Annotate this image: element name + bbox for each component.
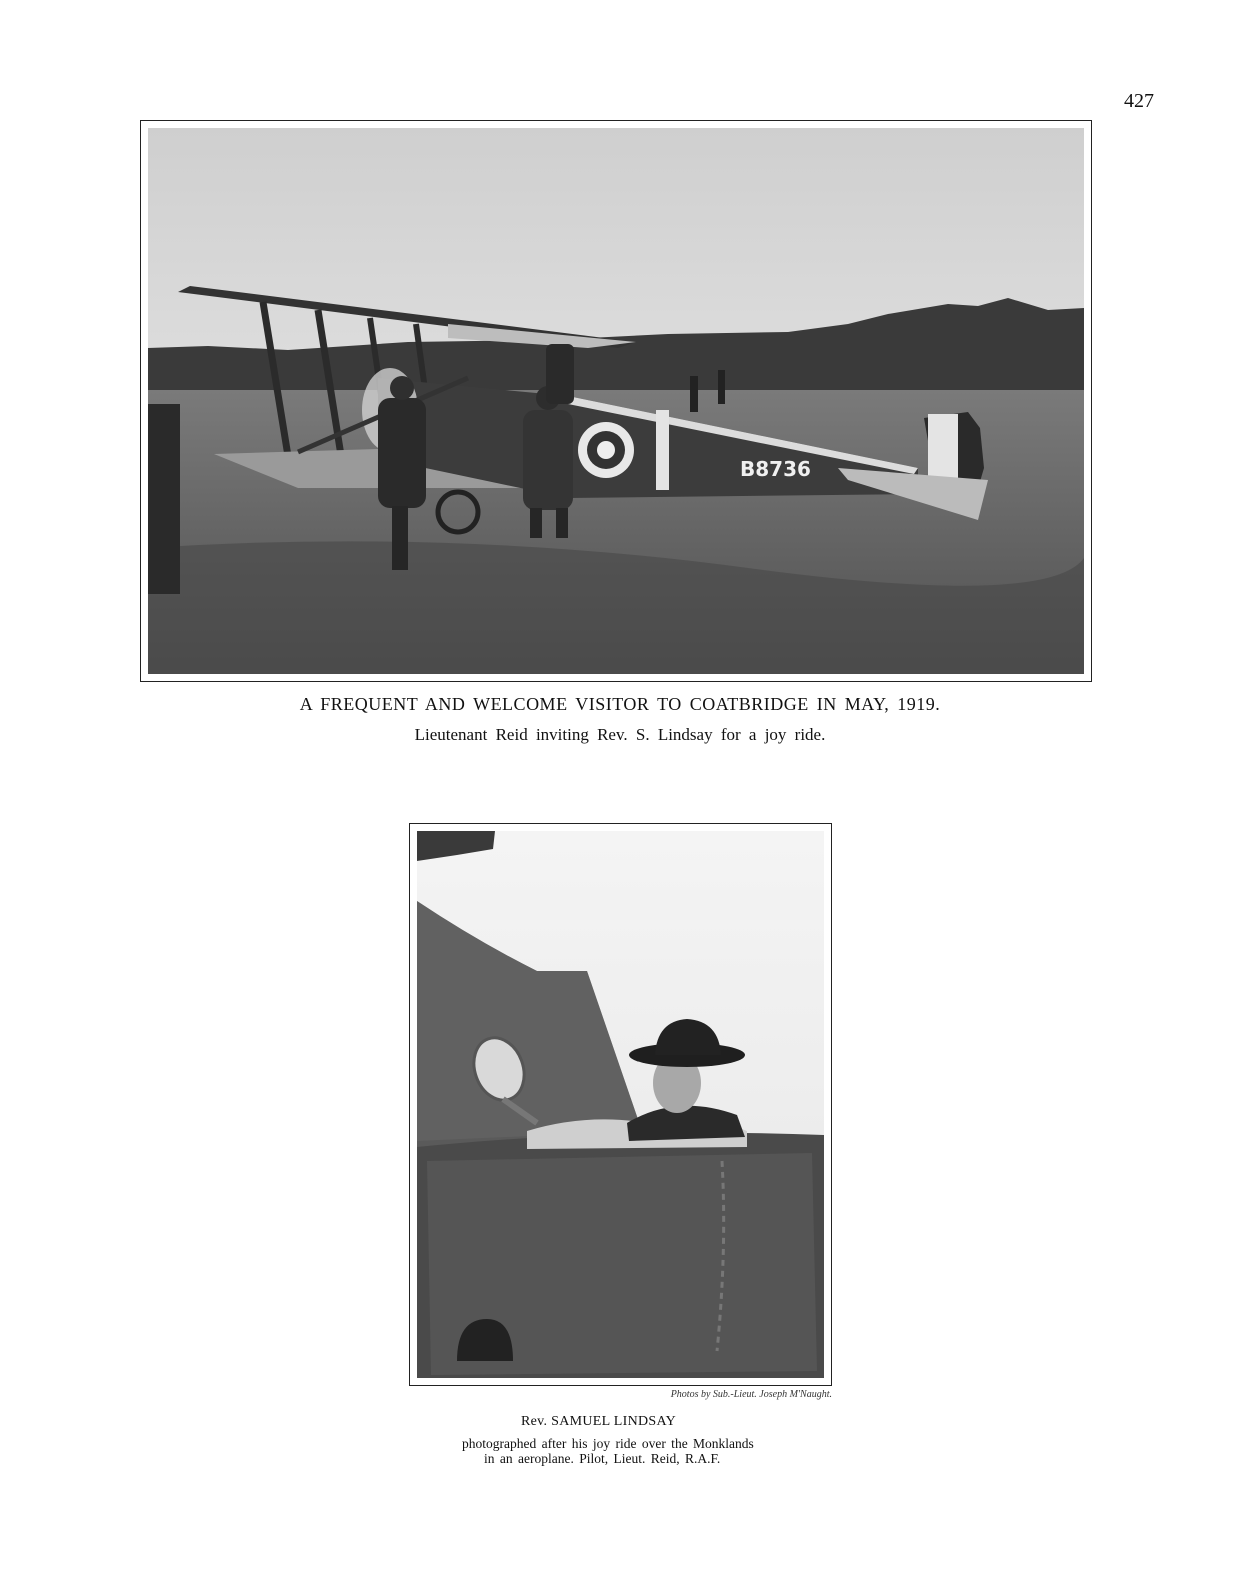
photo1-caption-sub: Lieutenant Reid inviting Rev. S. Lindsay for a joy ride.	[414, 725, 826, 744]
photo2-caption-title: Rev. SAMUEL LINDSAY	[521, 1414, 677, 1429]
photo-credit: Photos by Sub.-Lieut. Joseph M'Naught.	[670, 1389, 832, 1400]
photo1-caption-heading: A FREQUENT AND WELCOME VISITOR TO COATBRIDGE IN MAY, 1919.	[299, 694, 941, 714]
page-number: 427	[1124, 90, 1154, 112]
photo2-caption-line-2: in an aeroplane. Pilot, Lieut. Reid, R.A.F.	[484, 1451, 721, 1466]
aircraft-serial-label: B8736	[740, 457, 811, 481]
photo2-caption-line-1: photographed after his joy ride over the Monklands	[462, 1436, 754, 1451]
portrait-photo-image	[417, 831, 824, 1378]
portrait-photo	[409, 823, 832, 1386]
biplane-photo	[140, 120, 1092, 682]
biplane-photo-image	[148, 128, 1084, 674]
